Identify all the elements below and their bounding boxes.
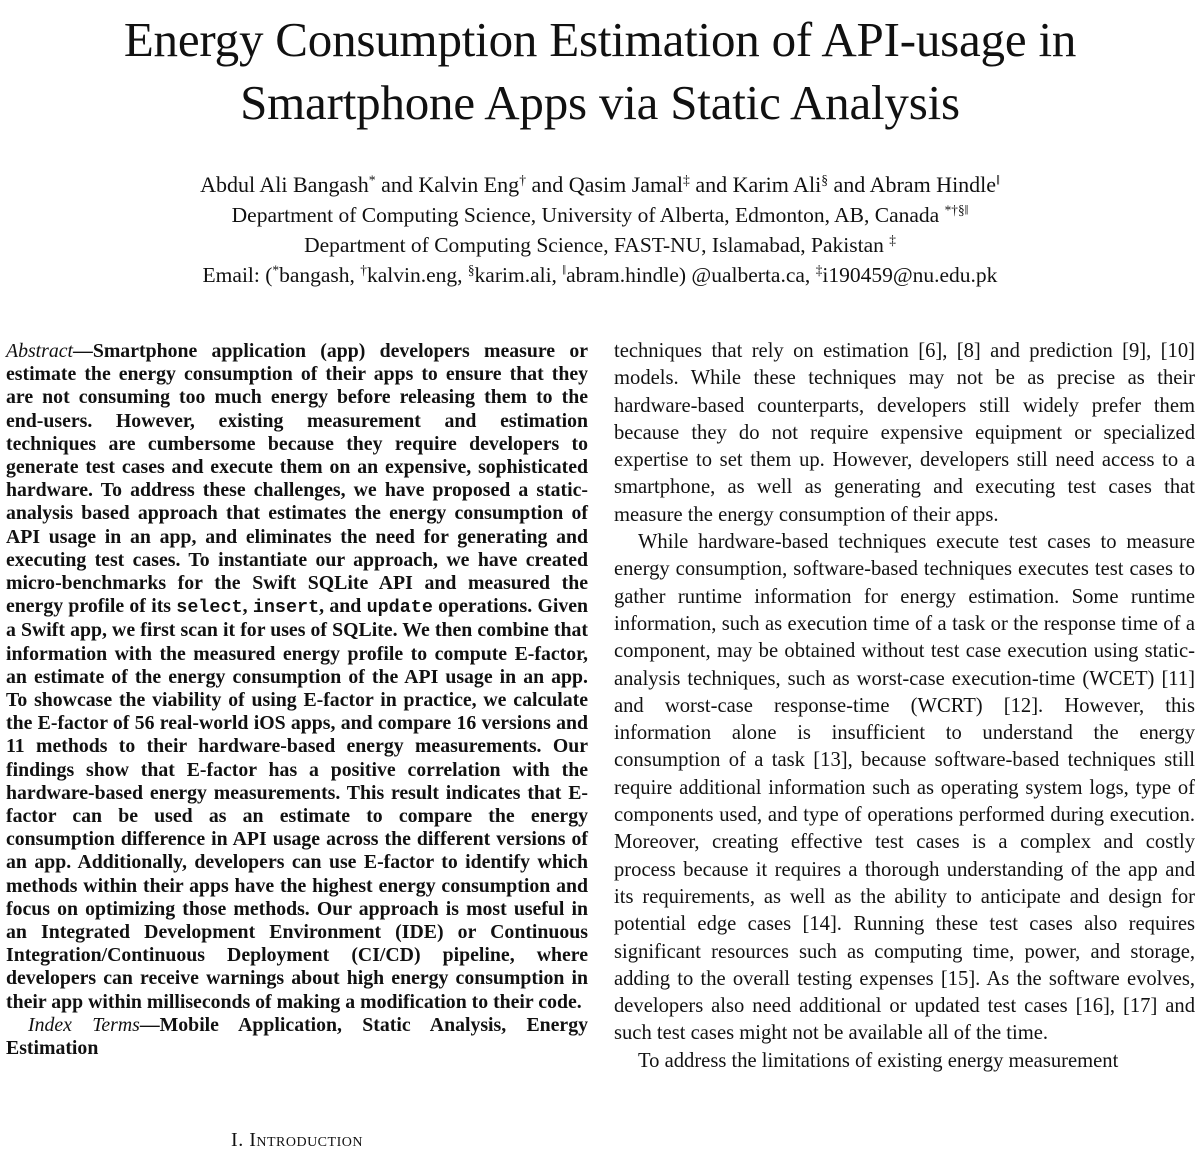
abstract-paragraph	[6, 340, 588, 1014]
author-mark: §	[821, 172, 829, 188]
email-mark: ‡	[815, 262, 823, 278]
body-paragraph: To address the limitations of existing energy measurement	[638, 1049, 1119, 1072]
body-paragraph: techniques that rely on estimation [6], [8] and prediction [9], [10] models. While these techniques may not be as precise as their hardware-based counterparts, developers still widely prefer them because they do not require expensive equipment or specialized expertise to set them up. However, developers still need access to a smartphone, as well as generating and executing test cases that measure the energy consumption of their apps.	[614, 340, 1195, 526]
code-insert: insert	[252, 597, 320, 619]
code-select: select	[176, 597, 243, 619]
email-prefix: Email: (	[202, 263, 273, 287]
author-separator: and	[828, 172, 870, 197]
email-user: bangash,	[279, 263, 361, 287]
paper-title	[0, 8, 1200, 134]
affiliation-1	[0, 200, 1200, 230]
author-mark: †	[519, 172, 526, 188]
index-terms	[6, 1014, 588, 1060]
affiliation-marks: ‡	[889, 232, 896, 248]
author-name: Kalvin Eng	[418, 172, 520, 197]
author-name: Qasim Jamal	[568, 172, 684, 197]
author-separator: and	[526, 172, 569, 197]
affiliation-text: Department of Computing Science, University of Alberta, Edmonton, AB, Canada	[231, 203, 945, 227]
email-mark: §	[467, 262, 475, 278]
email-user: abram.hindle) @ualberta.ca,	[566, 263, 816, 287]
email-user: karim.ali,	[474, 263, 563, 287]
abstract-column	[6, 340, 588, 1060]
author-names	[0, 170, 1200, 200]
email-mark: ‖	[562, 262, 567, 278]
email-mark: *	[272, 262, 280, 278]
author-name: Abdul Ali Bangash	[200, 172, 369, 197]
author-separator: and	[689, 172, 733, 197]
abstract-text: ,	[242, 595, 253, 618]
title-line-1: Energy Consumption Estimation of API-usage in	[123, 12, 1077, 67]
abstract-text: , and	[319, 595, 367, 618]
author-mark: ‡	[683, 172, 690, 188]
title-line-2: Smartphone Apps via Static Analysis	[240, 75, 960, 130]
affiliation-2	[0, 230, 1200, 260]
section-heading: I. Introduction	[231, 1129, 363, 1151]
abstract-text: operations. Given a Swift app, we first scan it for uses of SQLite. We then combine that information with the measured energy profile to compute E-factor, an estimate of the energy consumption of the API usage in an app. To showcase the viability of using E-factor in practice, we calculate the E-factor of 56 real-world iOS apps, and compare 16 versions and 11 methods to their hardware-based energy measurements. Our findings show that E-factor has a positive correlation with the hardware-based energy measurements. This result indicates that E-factor can be used as an estimate to compare the energy consumption difference in API usage across the different versions of an app. Additionally, developers can use E-factor to identify which methods within their apps have the highest energy consumption and focus on optimizing those methods. Our approach is most useful in an Integrated Development Environment (IDE) or Continuous Integration/Continuous Deployment (CI/CD) pipeline, where developers can receive warnings about high energy consumption in their app within milliseconds of making a modification to their code.	[6, 595, 589, 1013]
author-name: Abram Hindle	[869, 172, 997, 197]
affiliation-text: Department of Computing Science, FAST-NU, Islamabad, Pakistan	[304, 233, 890, 257]
author-name: Karim Ali	[732, 172, 822, 197]
abstract-label: Abstract	[6, 340, 74, 362]
body-paragraph: While hardware-based techniques execute test cases to measure energy consumption, software-based techniques executes test cases to gather runtime information for energy estimation. Some runtime information, such as execution time of a task or the response time of a component, may be obtained without test case execution using static-analysis techniques, such as worst-case execution-time (WCET) [11] and worst-case response-time (WCRT) [12]. However, this information alone is insufficient to understand the energy consumption of a task [13], because software-based techniques still require additional information such as operating system logs, type of components used, and type of operations performed during execution. Moreover, creating effective test cases is a complex and costly process because it requires a thorough understanding of the app and its requirements, as well as the ability to anticipate and design for potential edge cases [14]. Running these test cases also requires significant resources such as computing time, power, and storage, adding to the overall testing expenses [15]. As the software evolves, developers also need additional or updated test cases [16], [17] and such test cases might not be available all of the time.	[614, 531, 1195, 1045]
introduction-column	[614, 338, 1195, 1075]
index-terms-text: —Mobile Application, Static Analysis, Energy Estimation	[6, 1013, 588, 1060]
email-user: kalvin.eng,	[366, 263, 468, 287]
code-update: update	[366, 597, 433, 619]
affiliation-marks: *†§‖	[944, 202, 969, 218]
email-mark: †	[360, 262, 367, 278]
author-separator: and	[375, 172, 419, 197]
abstract-text: —Smartphone application (app) developers measure or estimate the energy consumption of their apps to ensure that they are not consuming too much energy before releasing them to the end-users. However, existing measurement and estimation techniques are cumbersome because they require developers to generate test cases and execute them on an expensive, sophisticated hardware. To address these challenges, we have proposed a static-analysis based approach that estimates the energy consumption of API usage in an app, and eliminates the need for generating and executing test cases. To instantiate our approach, we have created micro-benchmarks for the Swift SQLite API and measured the energy profile of its	[6, 340, 588, 618]
index-terms-label: Index Terms	[28, 1013, 140, 1036]
author-block	[0, 170, 1200, 290]
author-mark: ‖	[996, 172, 1000, 188]
email-line	[0, 260, 1200, 290]
author-mark: *	[368, 172, 376, 188]
email-user: i190459@nu.edu.pk	[822, 263, 998, 287]
